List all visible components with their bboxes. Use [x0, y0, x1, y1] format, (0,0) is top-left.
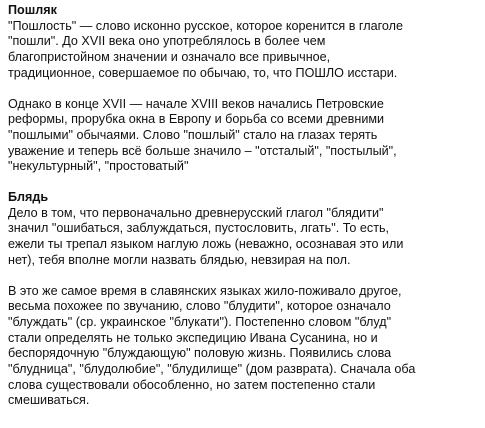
paragraph [8, 19, 478, 82]
section-blyad [8, 190, 478, 409]
text-line: Однако в конце XVII — начале XVIII веков начались Петровские [8, 96, 384, 111]
text-line: В это же самое время в славянских языках жило-поживало другое, [8, 283, 402, 298]
text-line: уважение и теперь всё больше значило – "отсталый", "постылый", [8, 143, 397, 158]
text-line: "Пошлость" — слово исконно русское, которое коренится в глаголе [8, 18, 403, 33]
paragraph-gap [8, 82, 478, 97]
text-line: ежели ты трепал языком наглую ложь (неважно, осознавая это или [8, 237, 404, 252]
text-line: "пошлыми" обычаями. Слово "пошлый" стало на глазах терять [8, 127, 378, 142]
paragraph-gap [8, 269, 478, 284]
section-poshlyak [8, 3, 478, 175]
text-line: традиционное, совершаемое по обычаю, то, что ПОШЛО исстари. [8, 65, 398, 80]
text-line: нет), тебя вполне могли назвать блядью, невзирая на пол. [8, 252, 351, 267]
paragraph [8, 284, 478, 410]
text-line: весьма похожее по звучанию, слово "блудити", которое означало [8, 299, 391, 314]
text-line: слова существовали обособленно, но затем постепенно стали [8, 377, 376, 392]
text-line: беспорядочную "блуждающую" половую жизнь. Появились слова [8, 346, 392, 361]
text-line: "блуждать" (ср. украинское "блукати"). Постепенно словом "блуд" [8, 314, 392, 329]
text-line: благопристойном значении и означало все привычное, [8, 50, 331, 65]
text-line: "пошли". До XVII века оно употреблялось в более чем [8, 34, 326, 49]
section-title: Пошляк [8, 3, 57, 17]
text-line: Дело в том, что первоначально древнерусский глагол "блядити" [8, 205, 384, 220]
text-line: смешиваться. [8, 393, 90, 408]
text-line: значил "ошибаться, заблуждаться, пустословить, лгать". То есть, [8, 221, 390, 236]
article [8, 3, 478, 409]
section-title: Блядь [8, 190, 49, 205]
text-line: реформы, прорубка окна в Европу и борьба со всеми древними [8, 112, 385, 127]
text-line: стали определять не только экспедицию Ивана Сусанина, но и [8, 330, 378, 345]
section-gap [8, 175, 478, 190]
paragraph [8, 97, 478, 176]
paragraph [8, 206, 478, 269]
text-line: "некультурный", "простоватый" [8, 159, 189, 174]
text-line: "блудница", "блудолюбие", "блудилище" (дом разврата). Сначала оба [8, 362, 416, 377]
